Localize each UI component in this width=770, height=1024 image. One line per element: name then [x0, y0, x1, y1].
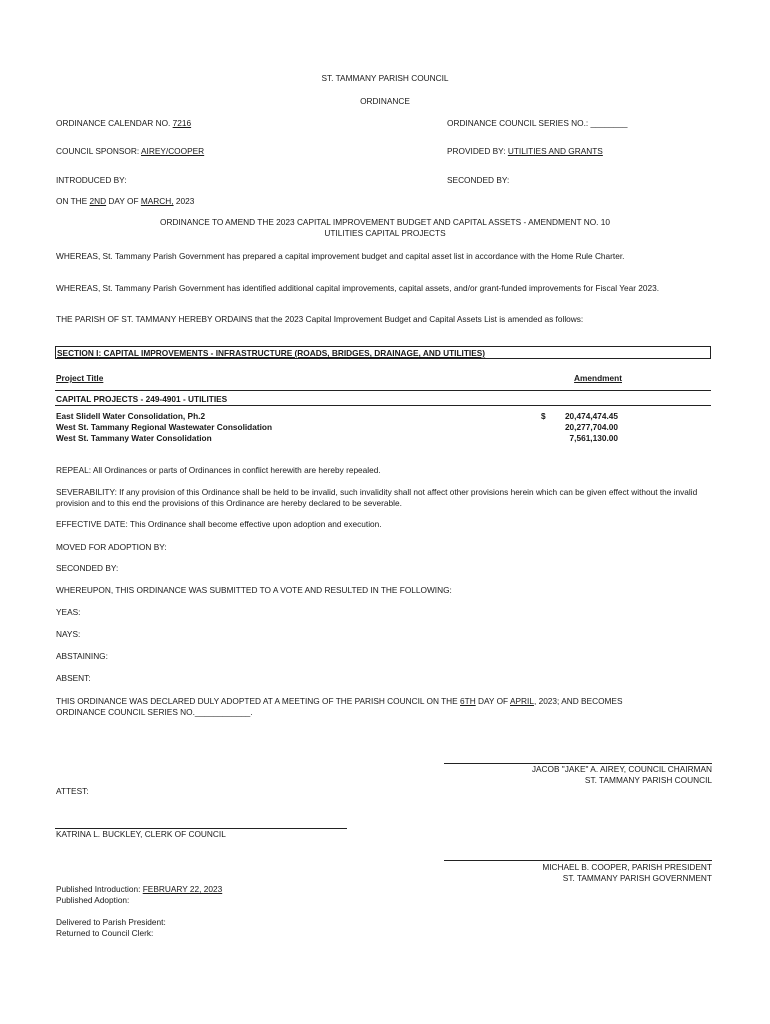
- president-org: ST. TAMMANY PARISH GOVERNMENT: [562, 873, 712, 883]
- introduction-date: ON THE 2ND DAY OF MARCH, 2023: [56, 196, 195, 206]
- calendar-number: ORDINANCE CALENDAR NO. 7216: [56, 118, 192, 128]
- project-row-title: East Slidell Water Consolidation, Ph.2: [56, 411, 206, 421]
- returned-to-clerk: Returned to Council Clerk:: [56, 928, 154, 938]
- ordains-clause: THE PARISH OF ST. TAMMANY HEREBY ORDAINS that the 2023 Capital Improvement Budget and Capital Assets List is amended as follows:: [56, 314, 584, 324]
- published-adoption: Published Adoption:: [56, 895, 130, 905]
- chairman-org: ST. TAMMANY PARISH COUNCIL: [584, 775, 712, 785]
- ordinance-title: ORDINANCE TO AMEND THE 2023 CAPITAL IMPROVEMENT BUDGET AND CAPITAL ASSETS - AMENDMENT NO. 10: [160, 217, 610, 227]
- severability-clause: SEVERABILITY: If any provision of this Ordinance shall be held to be invalid, such invalidity shall not affect other provisions herein which can be given effect without the invalid provision and to this end the provisions of this Ordinance are hereby declared to be severable.: [56, 487, 698, 508]
- adoption-statement: THIS ORDINANCE WAS DECLARED DULY ADOPTED AT A MEETING OF THE PARISH COUNCIL ON THE 6TH DAY OF APRIL, 2023; AND BECOMES: [56, 696, 623, 706]
- president-signature-line: [444, 860, 712, 861]
- introduced-by: INTRODUCED BY:: [56, 175, 127, 185]
- moved-for-adoption: MOVED FOR ADOPTION BY:: [56, 542, 167, 552]
- section-heading: SECTION I: CAPITAL IMPROVEMENTS - INFRASTRUCTURE (ROADS, BRIDGES, DRAINAGE, AND UTILITIES): [57, 348, 486, 358]
- currency-symbol: $: [541, 411, 546, 421]
- vote-abstaining: ABSTAINING:: [56, 651, 108, 661]
- clerk-name: KATRINA L. BUCKLEY, CLERK OF COUNCIL: [56, 829, 226, 839]
- document-type: ORDINANCE: [360, 96, 410, 106]
- repeal-clause: REPEAL: All Ordinances or parts of Ordinances in conflict herewith are hereby repealed.: [56, 465, 381, 475]
- adoption-series: ORDINANCE COUNCIL SERIES NO.____________.: [56, 707, 253, 717]
- table-divider: [55, 405, 711, 406]
- vote-nays: NAYS:: [56, 629, 81, 639]
- council-sponsor: COUNCIL SPONSOR: AIREY/COOPER: [56, 146, 205, 156]
- whereas-2: WHEREAS, St. Tammany Parish Government has identified additional capital improvements, capital assets, and/or grant-funded improvements for Fiscal Year 2023.: [56, 283, 660, 293]
- table-divider: [55, 390, 711, 391]
- seconded-by: SECONDED BY:: [56, 563, 119, 573]
- seconded-by-header: SECONDED BY:: [447, 175, 510, 185]
- whereupon-vote: WHEREUPON, THIS ORDINANCE WAS SUBMITTED TO A VOTE AND RESULTED IN THE FOLLOWING:: [56, 585, 452, 595]
- whereas-1: WHEREAS, St. Tammany Parish Government has prepared a capital improvement budget and capital asset list in accordance with the Home Rule Charter.: [56, 251, 625, 261]
- project-row-title: West St. Tammany Regional Wastewater Consolidation: [56, 422, 273, 432]
- council-title: ST. TAMMANY PARISH COUNCIL: [321, 73, 449, 83]
- delivered-to-president: Delivered to Parish President:: [56, 917, 166, 927]
- project-group: CAPITAL PROJECTS - 249-4901 - UTILITIES: [56, 394, 228, 404]
- project-row-title: West St. Tammany Water Consolidation: [56, 433, 212, 443]
- ordinance-subtitle: UTILITIES CAPITAL PROJECTS: [324, 228, 446, 238]
- chairman-name: JACOB "JAKE" A. AIREY, COUNCIL CHAIRMAN: [531, 764, 712, 774]
- vote-absent: ABSENT:: [56, 673, 91, 683]
- series-number: ORDINANCE COUNCIL SERIES NO.: ________: [447, 118, 628, 128]
- project-row-amount: 20,474,474.45: [564, 411, 618, 421]
- provided-by: PROVIDED BY: UTILITIES AND GRANTS: [447, 146, 603, 156]
- president-name: MICHAEL B. COOPER, PARISH PRESIDENT: [542, 862, 712, 872]
- project-row-amount: 7,561,130.00: [569, 433, 618, 443]
- vote-yeas: YEAS:: [56, 607, 81, 617]
- effective-date-clause: EFFECTIVE DATE: This Ordinance shall become effective upon adoption and execution.: [56, 519, 382, 529]
- published-introduction: Published Introduction: FEBRUARY 22, 2023: [56, 884, 223, 894]
- column-amendment: Amendment: [574, 373, 622, 383]
- column-project-title: Project Title: [56, 373, 104, 383]
- attest-label: ATTEST:: [56, 786, 89, 796]
- project-row-amount: 20,277,704.00: [564, 422, 618, 432]
